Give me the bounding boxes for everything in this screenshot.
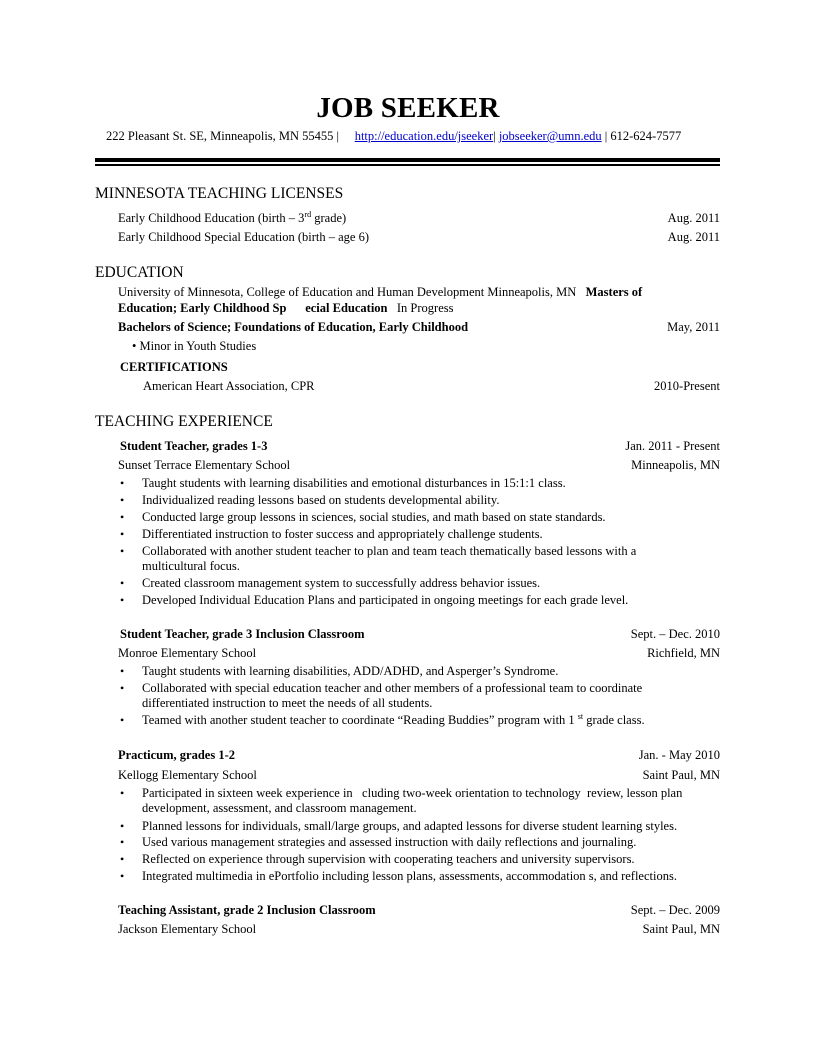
- license-item: Early Childhood Education (birth – 3rd grade): [118, 209, 347, 225]
- bullet: •: [120, 852, 125, 866]
- job-bullet: Teamed with another student teacher to coordinate “Reading Buddies” program with 1 $^{st}$ grade class.: [142, 711, 645, 727]
- bullet: •: [120, 713, 125, 727]
- resume-name: JOB SEEKER: [316, 92, 500, 124]
- bullet: •: [120, 786, 125, 800]
- job-bullet: Planned lessons for individuals, small/large groups, and adapted lessons for diverse student learning styles.: [142, 819, 678, 833]
- job-bullet: Used various management strategies and assessed instruction with daily reflections and journaling.: [142, 835, 637, 849]
- job-date: Sept. – Dec. 2009: [630, 903, 720, 917]
- bullet: •: [120, 664, 125, 678]
- job-bullet: Integrated multimedia in ePortfolio including lesson plans, assessments, accommodation s, and reflections.: [142, 869, 677, 883]
- experience-heading: TEACHING EXPERIENCE: [95, 413, 273, 430]
- job-location: Saint Paul, MN: [642, 768, 720, 782]
- job-bullet: Reflected on experience through supervision with cooperating teachers and university supervisors.: [142, 852, 635, 866]
- job-location: Richfield, MN: [647, 646, 720, 660]
- bachelors-degree: Bachelors of Science; Foundations of Education, Early Childhood: [118, 320, 469, 334]
- job-location: Saint Paul, MN: [642, 922, 720, 936]
- job-date: Jan. 2011 - Present: [625, 439, 720, 453]
- job-role: Student Teacher, grade 3 Inclusion Classroom: [120, 627, 365, 641]
- licenses-heading: MINNESOTA TEACHING LICENSES: [95, 185, 344, 202]
- bullet: •: [120, 869, 125, 883]
- job-bullet-continued: differentiated instruction to meet the needs of all students.: [142, 696, 433, 710]
- bullet: •: [120, 493, 125, 507]
- job-bullet: Collaborated with another student teacher to plan and team teach thematically based lessons with a: [142, 544, 637, 558]
- header-rule-thin: [95, 164, 720, 166]
- job-school: Sunset Terrace Elementary School: [118, 458, 291, 472]
- license-item: Early Childhood Special Education (birth – age 6): [118, 230, 369, 244]
- job-school: Jackson Elementary School: [118, 922, 257, 936]
- job-role: Practicum, grades 1-2: [118, 748, 235, 762]
- bachelors-date: May, 2011: [667, 320, 720, 334]
- bullet: •: [120, 510, 125, 524]
- job-location: Minneapolis, MN: [631, 458, 720, 472]
- job-bullet: Collaborated with special education teacher and other members of a professional team to coordinate: [142, 681, 643, 695]
- education-heading: EDUCATION: [95, 264, 184, 281]
- job-school: Kellogg Elementary School: [118, 768, 257, 782]
- job-bullet: Developed Individual Education Plans and participated in ongoing meetings for each grade level.: [142, 593, 629, 607]
- job-bullet-continued: development, assessment, and classroom management.: [142, 801, 417, 815]
- job-bullet: Taught students with learning disabilities and emotional disturbances in 15:1:1 class.: [142, 476, 566, 490]
- bullet: •: [120, 476, 125, 490]
- job-date: Sept. – Dec. 2010: [630, 627, 720, 641]
- certification-item: American Heart Association, CPR: [143, 379, 315, 393]
- job-bullet: Created classroom management system to successfully address behavior issues.: [142, 576, 541, 590]
- education-line-1: University of Minnesota, College of Education and Human Development Minneapolis, MN Masters of: [118, 285, 643, 299]
- license-date: Aug. 2011: [667, 211, 720, 225]
- bullet: •: [120, 835, 125, 849]
- contact-line: [106, 129, 681, 144]
- certification-date: 2010-Present: [654, 379, 720, 393]
- job-date: Jan. - May 2010: [638, 748, 720, 762]
- certifications-heading: CERTIFICATIONS: [120, 360, 228, 374]
- website-link[interactable]: http://education.edu/jseeker: [354, 129, 494, 143]
- job-bullet-continued: multicultural focus.: [142, 559, 240, 573]
- bullet: •: [120, 681, 125, 695]
- header-rule-thick: [95, 158, 720, 162]
- contact-separator: |: [493, 129, 496, 143]
- job-bullet: Individualized reading lessons based on students developmental ability.: [142, 493, 500, 507]
- minor: • Minor in Youth Studies: [132, 339, 257, 353]
- job-bullet: Participated in sixteen week experience in cluding two-week orientation to technology review, lesson plan: [142, 786, 683, 800]
- phone: | 612-624-7577: [604, 129, 682, 143]
- license-date: Aug. 2011: [667, 230, 720, 244]
- bullet: •: [120, 593, 125, 607]
- job-role: Teaching Assistant, grade 2 Inclusion Classroom: [118, 903, 376, 917]
- bullet: •: [120, 819, 125, 833]
- job-bullet: Conducted large group lessons in sciences, social studies, and math based on state standards.: [142, 510, 606, 524]
- bullet: •: [120, 576, 125, 590]
- job-school: Monroe Elementary School: [118, 646, 257, 660]
- job-role: Student Teacher, grades 1-3: [120, 439, 268, 453]
- job-bullet: Taught students with learning disabilities, ADD/ADHD, and Asperger’s Syndrome.: [142, 664, 559, 678]
- job-bullet: Differentiated instruction to foster success and appropriately challenge students.: [142, 527, 543, 541]
- education-line-2: Education; Early Childhood Sp ecial Education In Progress: [118, 301, 454, 315]
- address: 222 Pleasant St. SE, Minneapolis, MN 55455 |: [106, 129, 340, 143]
- bullet: •: [120, 544, 125, 558]
- email-link[interactable]: jobseeker@umn.edu: [498, 129, 602, 143]
- bullet: •: [120, 527, 125, 541]
